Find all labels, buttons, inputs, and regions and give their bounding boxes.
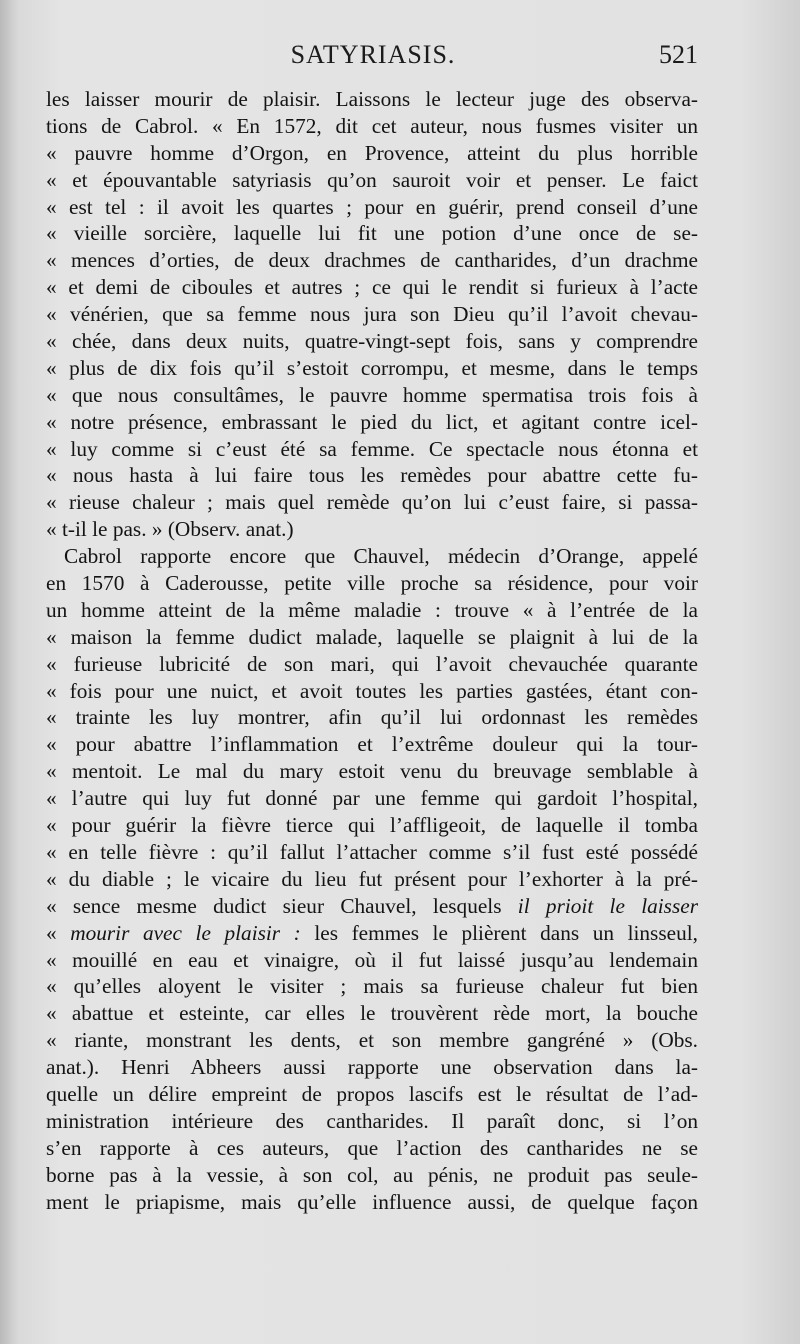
- text-line: « qu’elles aloyent le visiter ; mais sa furieuse chaleur fut bien: [46, 974, 698, 999]
- page-number: 521: [659, 40, 698, 69]
- text-line: « trainte les luy montrer, afin qu’il lui ordonnast les remèdes: [46, 705, 698, 730]
- text-line: « vénérien, que sa femme nous jura son Dieu qu’il l’avoit chevau-: [46, 302, 698, 327]
- text-line: « vieille sorcière, laquelle lui fit une potion d’une once de se-: [46, 221, 698, 246]
- text-line: « plus de dix fois qu’il s’estoit corrompu, et mesme, dans le temps: [46, 355, 698, 380]
- text-line: borne pas à la vessie, à son col, au pénis, ne produit pas seule-: [46, 1162, 698, 1187]
- text-line: s’en rapporte à ces auteurs, que l’action des cantharides ne se: [46, 1135, 698, 1160]
- text-line: « mouillé en eau et vinaigre, où il fut laissé jusqu’au lendemain: [46, 947, 698, 972]
- text-line: « t-il le pas. » (Observ. anat.): [46, 517, 294, 542]
- text-line: quelle un délire empreint de propos lascifs est le résultat de l’ad-: [46, 1081, 698, 1106]
- text-line: « pour abattre l’inflammation et l’extrême douleur qui la tour-: [46, 732, 698, 757]
- text-line: « mentoit. Le mal du mary estoit venu du breuvage semblable à: [46, 759, 698, 784]
- text-line-with-italic: [46, 893, 698, 920]
- text-line: un homme atteint de la même maladie : trouve « à l’entrée de la: [46, 597, 698, 622]
- text-line: ministration intérieure des cantharides. Il paraît donc, si l’on: [46, 1108, 698, 1133]
- text-line: « et épouvantable satyriasis qu’on sauroit voir et penser. Le faict: [46, 167, 698, 192]
- italic-run: il prioit le laisser: [501, 893, 698, 918]
- text-line: les laisser mourir de plaisir. Laissons le lecteur juge des observa-: [46, 87, 698, 111]
- text-line: « pauvre homme d’Orgon, en Provence, atteint du plus horrible: [46, 140, 698, 165]
- text-line: « abattue et esteinte, car elles le trouvèrent rède mort, la bouche: [46, 1001, 698, 1026]
- text-line: tions de Cabrol. « En 1572, dit cet auteur, nous fusmes visiter un: [46, 113, 698, 138]
- text-line: « riante, monstrant les dents, et son membre gangréné » (Obs.: [46, 1028, 698, 1053]
- text-line: « luy comme si c’eust été sa femme. Ce spectacle nous étonna et: [46, 436, 698, 461]
- body-text: [46, 86, 698, 1215]
- text-run: « sence mesme dudict sieur Chauvel, lesquels: [46, 893, 502, 918]
- running-title: SATYRIASIS.: [290, 40, 456, 69]
- text-line: « l’autre qui luy fut donné par une femme qui gardoit l’hospital,: [46, 786, 698, 811]
- text-line: « et demi de ciboules et autres ; ce qui le rendit si furieux à l’acte: [46, 275, 698, 300]
- text-line: « en telle fièvre : qu’il fallut l’attacher comme s’il fust esté possédé: [46, 839, 698, 864]
- text-line: « mences d’orties, de deux drachmes de cantharides, d’un drachme: [46, 248, 698, 273]
- text-line: Cabrol rapporte encore que Chauvel, médecin d’Orange, appelé: [64, 544, 698, 569]
- text-run: les femmes le plièrent dans un linsseul,: [300, 920, 698, 945]
- text-line: « notre présence, embrassant le pied du lict, et agitant contre icel-: [46, 409, 698, 434]
- text-line: anat.). Henri Abheers aussi rapporte une observation dans la-: [46, 1055, 698, 1080]
- text-line-with-italic: [46, 920, 698, 947]
- text-line: « maison la femme dudict malade, laquelle se plaignit à lui de la: [46, 624, 698, 649]
- text-line: « du diable ; le vicaire du lieu fut présent pour l’exhorter à la pré-: [46, 866, 698, 891]
- text-line: ment le priapisme, mais qu’elle influence aussi, de quelque façon: [46, 1189, 698, 1214]
- text-line: « fois pour une nuict, et avoit toutes les parties gastées, étant con-: [46, 678, 698, 703]
- text-line: « chée, dans deux nuits, quatre-vingt-sept fois, sans y comprendre: [46, 329, 698, 354]
- text-line: « que nous consultâmes, le pauvre homme spermatisa trois fois à: [46, 382, 698, 407]
- text-line: « nous hasta à lui faire tous les remèdes pour abattre cette fu-: [46, 463, 698, 488]
- text-line: « est tel : il avoit les quartes ; pour en guérir, prend conseil d’une: [46, 194, 698, 219]
- page-header: [48, 40, 698, 80]
- italic-run: mourir avec le plaisir :: [70, 920, 301, 945]
- text-line: « pour guérir la fièvre tierce qui l’affligeoit, de laquelle il tomba: [46, 813, 698, 838]
- text-run: «: [46, 920, 71, 945]
- text-line: « furieuse lubricité de son mari, qui l’avoit chevauchée quarante: [46, 651, 698, 676]
- text-line: en 1570 à Caderousse, petite ville proche sa résidence, pour voir: [46, 571, 698, 596]
- text-line: « rieuse chaleur ; mais quel remède qu’on lui c’eust faire, si passa-: [46, 490, 698, 515]
